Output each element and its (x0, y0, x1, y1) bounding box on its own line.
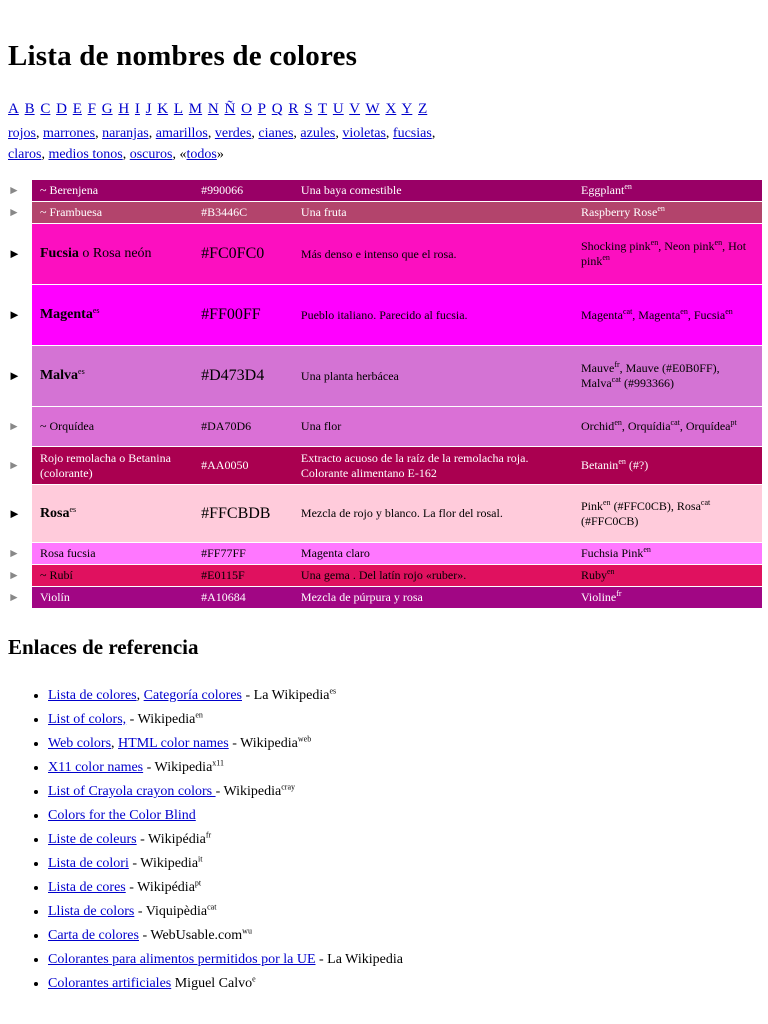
collapsed-arrow-icon[interactable]: ► (4, 180, 32, 202)
color-name-suffix: o Rosa neón (78, 246, 152, 261)
hex-code: #FF00FF (197, 285, 297, 346)
equivalent-names (577, 224, 762, 285)
color-name-cell (32, 285, 197, 346)
page-title: Lista de nombres de colores (8, 40, 358, 72)
language-tag: cray (281, 782, 295, 792)
text-fragment: - La Wikipedia (242, 688, 330, 703)
reference-link[interactable]: List of Crayola crayon colors (48, 784, 216, 799)
language-tag: x11 (212, 758, 224, 768)
alphabet-link-p[interactable]: P (257, 101, 266, 117)
alphabet-link-t[interactable]: T (317, 101, 328, 117)
language-tag: en (714, 238, 723, 247)
text-fragment: - Wikipedia (126, 712, 196, 727)
expand-arrow-icon[interactable]: ► (4, 224, 32, 285)
alphabet-link-b[interactable]: B (24, 101, 35, 117)
alphabet-link-u[interactable]: U (332, 101, 344, 117)
alphabet-link-q[interactable]: Q (271, 101, 283, 117)
alphabet-link-s[interactable]: S (304, 101, 313, 117)
text-fragment: , Mauve (#E0B0FF), Malva (580, 361, 720, 390)
color-row (4, 543, 762, 565)
reference-item (48, 756, 403, 780)
text-fragment: Magenta (580, 307, 623, 322)
color-name-cell (32, 224, 197, 285)
text-fragment: , Fucsia (687, 307, 726, 322)
language-tag: it (198, 854, 203, 864)
reference-link[interactable]: Lista de colores (48, 688, 137, 703)
reference-item (48, 828, 403, 852)
equivalent-names (577, 285, 762, 346)
alphabet-link-x[interactable]: X (385, 101, 397, 117)
references-heading: Enlaces de referencia (8, 635, 199, 659)
color-row (4, 224, 762, 285)
color-name-cell (32, 346, 197, 407)
hex-code: #D473D4 (197, 346, 297, 407)
text-fragment: Mauve (580, 361, 615, 375)
color-description: Una planta herbácea (297, 346, 577, 407)
collapsed-arrow-icon[interactable]: ► (4, 407, 32, 447)
color-table (4, 180, 762, 609)
alphabet-link-e[interactable]: E (72, 101, 82, 117)
reference-link[interactable]: Colors for the Color Blind (48, 808, 196, 823)
reference-item (48, 924, 403, 948)
alphabet-link-v[interactable]: V (349, 101, 361, 117)
text-fragment: Fuchsia Pink (580, 546, 644, 560)
tilde-mark: ~ (39, 568, 50, 582)
collapsed-arrow-icon[interactable]: ► (4, 543, 32, 565)
text-fragment: , Orquídia (621, 419, 671, 433)
collapsed-arrow-icon[interactable]: ► (4, 202, 32, 224)
reference-link[interactable]: Categoría colores (143, 688, 242, 703)
color-row (4, 407, 762, 447)
text-fragment: Eggplant (580, 183, 625, 197)
alphabet-link-a[interactable]: A (8, 101, 19, 117)
color-row (4, 565, 762, 587)
text-fragment: - Wikipédia (125, 880, 195, 895)
reference-item (48, 900, 403, 924)
language-tag: en (725, 306, 733, 316)
reference-link[interactable]: Llista de colors (48, 904, 135, 919)
text-fragment: Ruby (580, 568, 607, 582)
reference-link[interactable]: Web colors (48, 736, 112, 751)
language-tag: es (78, 367, 85, 376)
text-fragment: - Viquipèdia (134, 904, 208, 919)
language-tag: en (602, 253, 610, 262)
color-name: Fucsia (39, 246, 79, 261)
hex-code: #FF77FF (197, 543, 297, 565)
equivalent-names (577, 346, 762, 407)
reference-item (48, 972, 403, 996)
color-row (4, 346, 762, 407)
hex-code: #B3446C (197, 202, 297, 224)
color-name-cell (32, 543, 197, 565)
color-name: Rosa fucsia (39, 546, 96, 560)
category-link[interactable]: marrones (43, 126, 96, 141)
language-tag: en (195, 710, 203, 720)
references-list (26, 684, 403, 996)
equivalent-names (577, 485, 762, 543)
text-fragment: - Wikipedia (228, 736, 298, 751)
color-row (4, 285, 762, 346)
language-tag: pt (730, 418, 737, 427)
language-tag: en (624, 182, 632, 191)
language-tag: cat (207, 902, 217, 912)
reference-item (48, 732, 403, 756)
alphabet-link-o[interactable]: O (241, 101, 252, 117)
category-link[interactable]: violetas (342, 126, 386, 141)
color-name: Orquídea (49, 419, 95, 433)
text-fragment: (#FFC0CB), Rosa (610, 498, 701, 513)
color-name-cell (32, 180, 197, 202)
text-fragment: , Orquídea (679, 419, 731, 433)
language-tag: fr (614, 360, 620, 369)
category-link[interactable]: cianes (258, 126, 294, 141)
expand-arrow-icon[interactable]: ► (4, 285, 32, 346)
reference-item (48, 948, 403, 972)
alphabet-link-r[interactable]: R (288, 101, 299, 117)
color-description: Más denso e intenso que el rosa. (297, 224, 577, 285)
category-link[interactable]: oscuros (129, 147, 173, 162)
alphabet-link-y[interactable]: Y (401, 101, 413, 117)
color-name: Frambuesa (49, 205, 103, 219)
text-fragment: Shocking pink (580, 239, 651, 253)
reference-item (48, 780, 403, 804)
category-link[interactable]: todos (186, 147, 217, 162)
color-row (4, 485, 762, 543)
alphabet-index (8, 101, 429, 118)
color-description: Magenta claro (297, 543, 577, 565)
equivalent-names (577, 587, 762, 609)
reference-link[interactable]: HTML color names (118, 736, 229, 751)
reference-item (48, 852, 403, 876)
alphabet-link-m[interactable]: M (188, 101, 203, 117)
color-name: Rubí (49, 568, 73, 582)
tilde-mark: ~ (39, 419, 50, 433)
hex-code: #FFCBDB (197, 485, 297, 543)
color-description: Una baya comestible (297, 180, 577, 202)
alphabet-link-n[interactable]: N (207, 101, 219, 117)
category-links-line-1: rojos, marrones, naranjas, amarillos, verdes, cianes, azules, violetas, fucsias, (8, 126, 436, 141)
color-description: Extracto acuoso de la raíz de la remolacha roja. Colorante alimentano E-162 (297, 447, 577, 485)
color-name: Rojo remolacha o Betanina (colorante) (39, 450, 171, 480)
text-fragment: (#FFC0CB) (580, 513, 639, 528)
color-description: Una fruta (297, 202, 577, 224)
equivalent-names (577, 180, 762, 202)
expand-arrow-icon[interactable]: ► (4, 346, 32, 407)
equivalent-names (577, 447, 762, 485)
reference-link[interactable]: X11 color names (48, 760, 144, 775)
language-tag: wu (242, 926, 252, 936)
color-description: Una flor (297, 407, 577, 447)
alphabet-link-f[interactable]: F (87, 101, 96, 117)
language-tag: es (92, 306, 100, 315)
text-fragment: , Hot pink (580, 239, 747, 268)
alphabet-link-j[interactable]: J (145, 101, 152, 117)
category-link[interactable]: fucsias (392, 126, 432, 141)
color-name-cell (32, 447, 197, 485)
equivalent-names (577, 202, 762, 224)
category-links-line-2: claros, medios tonos, oscuros, «todos» (8, 147, 224, 162)
alphabet-link-h[interactable]: H (118, 101, 130, 117)
text-fragment: - La Wikipedia (315, 952, 403, 967)
text-fragment: - Wikipedia (143, 760, 213, 775)
text-fragment: (#993366) (620, 376, 674, 390)
language-tag: en (680, 306, 688, 316)
text-fragment: - Wikipedia (215, 784, 282, 799)
color-name: Violín (39, 590, 70, 604)
language-tag: en (603, 497, 611, 507)
reference-link[interactable]: Colorantes artificiales (48, 976, 172, 991)
alphabet-link-l[interactable]: L (173, 101, 184, 117)
color-row (4, 447, 762, 485)
text-fragment: - WebUsable.com (138, 928, 243, 943)
language-tag: e (252, 974, 256, 984)
expand-arrow-icon[interactable]: ► (4, 485, 32, 543)
color-description: Mezcla de púrpura y rosa (297, 587, 577, 609)
color-name-cell (32, 565, 197, 587)
hex-code: #FC0FC0 (197, 224, 297, 285)
hex-code: #E0115F (197, 565, 297, 587)
language-tag: en (643, 545, 651, 554)
language-tag: en (614, 418, 622, 427)
category-link[interactable]: rojos (8, 126, 36, 141)
color-name: Malva (39, 368, 79, 383)
text-fragment: , (111, 736, 119, 751)
color-description: Una gema . Del latín rojo «ruber». (297, 565, 577, 587)
alphabet-link-d[interactable]: D (56, 101, 67, 117)
reference-link[interactable]: Lista de colori (48, 856, 129, 871)
reference-link[interactable]: Lista de cores (48, 880, 126, 895)
language-tag: es (69, 504, 77, 514)
language-tag: cat (670, 418, 680, 427)
text-fragment: Violine (580, 590, 617, 604)
language-tag: pt (194, 878, 202, 888)
color-description: Pueblo italiano. Parecido al fucsia. (297, 285, 577, 346)
text-fragment: Orchid (580, 419, 615, 433)
tilde-mark: ~ (39, 183, 50, 197)
text-fragment: Raspberry Rose (580, 205, 658, 219)
category-link[interactable]: verdes (214, 126, 252, 141)
collapsed-arrow-icon[interactable]: ► (4, 447, 32, 485)
language-tag: en (657, 204, 665, 213)
text-fragment: , (136, 688, 144, 703)
text-fragment: - Wikipedia (128, 856, 199, 871)
category-link[interactable]: naranjas (102, 126, 149, 141)
color-row (4, 202, 762, 224)
language-tag: web (297, 734, 312, 744)
language-tag: cat (611, 375, 621, 384)
alphabet-link-ñ[interactable]: Ñ (224, 101, 236, 117)
alphabet-link-i[interactable]: I (134, 101, 140, 117)
collapsed-arrow-icon[interactable]: ► (4, 565, 32, 587)
equivalent-names (577, 543, 762, 565)
language-tag: cat (622, 306, 633, 316)
category-link[interactable]: azules (300, 126, 336, 141)
color-row (4, 180, 762, 202)
color-row (4, 587, 762, 609)
text-fragment: Miguel Calvo (171, 976, 253, 991)
text-fragment: , Magenta (632, 307, 681, 322)
text-fragment: , Neon pink (658, 239, 715, 253)
equivalent-names (577, 407, 762, 447)
color-description: Mezcla de rojo y blanco. La flor del rosal. (297, 485, 577, 543)
language-tag: es (329, 686, 337, 696)
reference-item (48, 804, 403, 828)
text-fragment: - Wikipédia (136, 832, 206, 847)
color-name-cell (32, 485, 197, 543)
reference-link[interactable]: Liste de coleurs (48, 832, 137, 847)
language-tag: fr (616, 589, 622, 598)
reference-item (48, 708, 403, 732)
language-tag: cat (700, 497, 711, 507)
reference-item (48, 876, 403, 900)
tilde-mark: ~ (39, 205, 50, 219)
alphabet-link-g[interactable]: G (101, 101, 113, 117)
language-tag: en (650, 238, 659, 247)
reference-link[interactable]: Colorantes para alimentos permitidos por la UE (48, 952, 316, 967)
hex-code: #DA70D6 (197, 407, 297, 447)
color-name-cell (32, 407, 197, 447)
color-name: Berenjena (49, 183, 99, 197)
color-name-cell (32, 202, 197, 224)
category-links (8, 123, 478, 165)
hex-code: #990066 (197, 180, 297, 202)
text-fragment: Betanin (580, 458, 619, 472)
collapsed-arrow-icon[interactable]: ► (4, 587, 32, 609)
category-link[interactable]: claros (8, 147, 42, 162)
hex-code: #AA0050 (197, 447, 297, 485)
reference-link[interactable]: Carta de colores (48, 928, 139, 943)
color-name: Rosa (39, 505, 70, 521)
category-link[interactable]: amarillos (155, 126, 208, 141)
color-name-cell (32, 587, 197, 609)
text-fragment: (#?) (625, 458, 649, 472)
language-tag: en (607, 567, 615, 576)
alphabet-link-w[interactable]: W (365, 101, 380, 117)
alphabet-link-c[interactable]: C (40, 101, 51, 117)
alphabet-link-z[interactable]: Z (418, 101, 428, 117)
color-name: Magenta (39, 307, 93, 322)
category-link[interactable]: medios tonos (48, 147, 123, 162)
language-tag: fr (205, 830, 212, 840)
hex-code: #A10684 (197, 587, 297, 609)
reference-link[interactable]: List of colors, (48, 712, 127, 727)
alphabet-link-k[interactable]: K (157, 101, 169, 117)
language-tag: en (618, 457, 626, 466)
equivalent-names (577, 565, 762, 587)
text-fragment: Pink (580, 498, 603, 513)
reference-item (48, 684, 403, 708)
